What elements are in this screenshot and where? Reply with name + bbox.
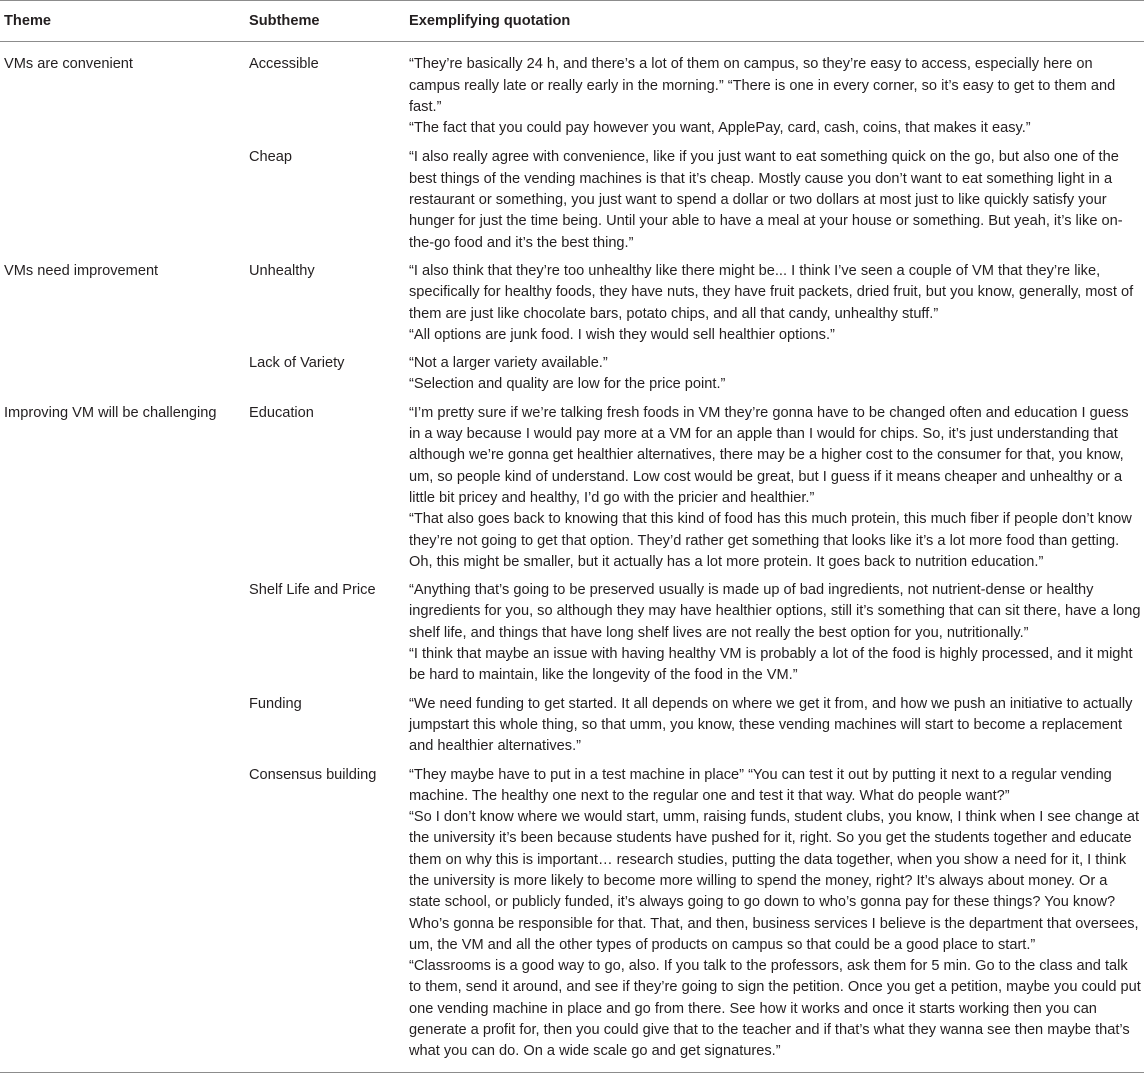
quotation-text: “We need funding to get started. It all depends on where we get it from, and how we push an initiative to actually jumpstart this whole thing, so that umm, you know, these vending machines will start to become a replacement and healthier alternatives.” [409, 695, 1133, 755]
quotation-text: “All options are junk food. I wish they would sell healthier options.” [409, 326, 835, 343]
quotation-text: “I think that maybe an issue with having healthy VM is probably a lot of the food is highly processed, and it might be hard to maintain, like the longevity of the food in the VM.” [409, 646, 1133, 684]
theme-cell [0, 349, 246, 399]
quotation-text: “Not a larger variety available.” [409, 355, 608, 372]
quotation-cell [406, 690, 1144, 761]
quotation-cell [406, 143, 1144, 256]
quotation-text: “Selection and quality are low for the price point.” [409, 376, 726, 393]
quotation-text: “I also think that they’re too unhealthy like there might be... I think I’ve seen a couple of VM that they’re like, specifically for healthy foods, they have nuts, they have fruit packets, dried fruit, but you know, generally, most of them are just like chocolate bars, potato chips, and all that candy, unhealthy stuff.” [409, 262, 1134, 322]
table-row [0, 576, 1144, 689]
theme-cell [0, 576, 246, 689]
table-bottom-rule [0, 1072, 1144, 1073]
theme-cell [0, 143, 246, 256]
theme-cell: VMs need improvement [4, 262, 159, 279]
table-row [0, 349, 1144, 399]
theme-cell [0, 690, 246, 761]
table-row [0, 42, 1144, 144]
quotation-cell [406, 42, 1144, 144]
theme-cell: Improving VM will be challenging [4, 404, 217, 421]
subtheme-cell: Lack of Variety [249, 355, 345, 372]
table-row [0, 257, 1144, 349]
subtheme-cell: Shelf Life and Price [249, 582, 376, 599]
quotation-text: “They maybe have to put in a test machine in place” “You can test it out by putting it next to a regular vending machine. The healthy one next to the regular one and test it that way. What do people want?” [409, 766, 1112, 804]
quotation-text: “I also really agree with convenience, like if you just want to eat something quick on the go, but also one of the best things of the vending machines is that it’s cheap. Mostly cause you don’t want to eat something light in a restaurant or something, you just want to spend a dollar or two dollars at most just to like quickly satisfy your hunger for just the time being. Until your able to have a meal at your house or something. But yeah, it’s like on-the-go food and it’s the best thing.” [409, 149, 1123, 251]
quotation-text: “They’re basically 24 h, and there’s a lot of them on campus, so they’re easy to access, especially here on campus really late or really early in the morning.” “There is one in every corner, so it’s easy to get to them and fast.” [409, 56, 1116, 115]
table-row [0, 690, 1144, 761]
quotation-cell [406, 399, 1144, 576]
subtheme-cell: Unhealthy [249, 262, 315, 279]
subtheme-cell: Education [249, 404, 314, 421]
header-subtheme: Subtheme [246, 1, 406, 42]
table-row [0, 399, 1144, 576]
subtheme-cell: Cheap [249, 149, 293, 166]
quotation-text: “The fact that you could pay however you want, ApplePay, card, cash, coins, that makes it easy.” [409, 120, 1031, 137]
quotation-cell [406, 349, 1144, 399]
subtheme-cell: Funding [249, 695, 302, 712]
table-row [0, 143, 1144, 256]
subtheme-cell: Accessible [249, 56, 319, 73]
header-theme: Theme [0, 1, 246, 42]
quotation-text: “So I don’t know where we would start, umm, raising funds, student clubs, you know, I think when I see change at the university it’s been because students have pushed for it, right. So you get the students together and educate them on why this is important… research studies, putting the data together, when you show a need for it, I think the university is more likely to become more willing to spend the money, right? It’s always about money. Or a state school, or publicly funded, it’s always going to go down to who’s gonna pay for these things? You know? Who’s gonna be responsible for that. That, and then, business services I believe is the department that oversees, um, the VM and all the other types of products on campus so that could be a good place to start.” [409, 809, 1140, 953]
table-row [0, 761, 1144, 1072]
theme-cell [0, 761, 246, 1072]
theme-cell: VMs are convenient [4, 56, 133, 73]
table-body [0, 42, 1144, 1072]
quotation-text: “Classrooms is a good way to go, also. If you talk to the professors, ask them for 5 min. Go to the class and talk to them, send it around, and see if they’re going to sign the petition. Once you get a petition, maybe you could put one vending machine in place and go from there. See how it works and once it starts working then you can generate a profit for, then you could give that to the teacher and if that’s what they wanna see then maybe that’s what you can do. On a wide scale go and get signatures.” [409, 958, 1141, 1060]
header-row [0, 1, 1144, 42]
header-quotation: Exemplifying quotation [406, 1, 1144, 42]
quotation-text: “I’m pretty sure if we’re talking fresh foods in VM they’re gonna have to be changed often and education I guess in a way because I would pay more at a VM for an apple than I would for chips. So, it’s just understanding that although we’re gonna get healthier alternatives, there may be a higher cost to the consumer for that, you know, um, so people kind of understand. Low cost would be great, but I guess if it means cheaper and unhealthy or a little bit pricey and healthy, I’d go with the pricier and healthier.” [409, 404, 1129, 506]
quotation-cell [406, 576, 1144, 689]
quotation-text: “That also goes back to knowing that this kind of food has this much protein, this much fiber if people don’t know they’re not going to get that option. They’d rather get something that looks like it’s a lot more food than getting. Oh, this might be smaller, but it actually has a lot more protein. It goes back to nutrition education.” [409, 511, 1132, 570]
quotation-cell [406, 257, 1144, 349]
table-header [0, 1, 1144, 42]
quotation-cell [406, 761, 1144, 1072]
subtheme-cell: Consensus building [249, 766, 377, 783]
quotation-text: “Anything that’s going to be preserved usually is made up of bad ingredients, not nutrient-dense or healthy ingredients for you, so although they may have healthier options, still it’s something that can sit there, have a long shelf life, and things that have long shelf lives are not really the best option for you, nutritionally.” [409, 582, 1141, 641]
